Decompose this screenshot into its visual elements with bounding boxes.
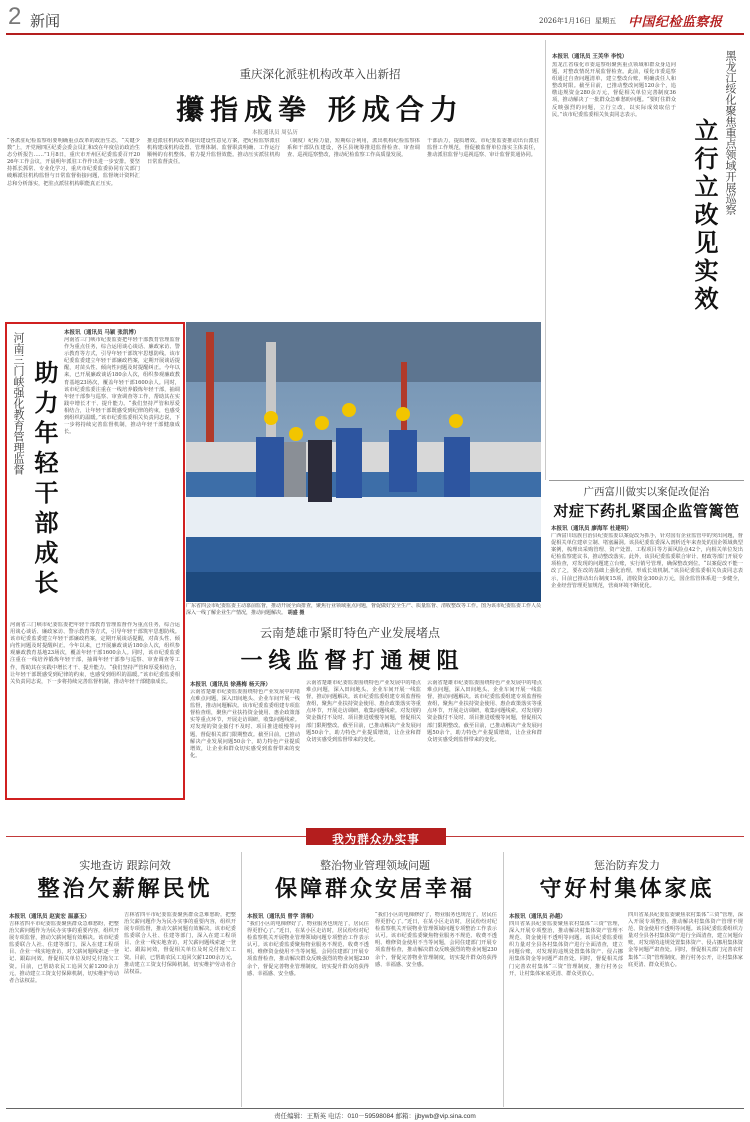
bottom-story-1-byline: 本报讯（通讯员 赵寅宏 温嘉玉） [9,914,90,920]
bottom-story-1-col-1: 吉林省四平市纪委监委聚焦群众急难愁盼，把整治欠薪问题作为为民办实事的重要内容，组织开展专项监督，推动欠薪问题有效解决。该市纪委监委联合人社、住建等部门，深入在建工程项目、企业一线实地查访，对欠薪问题线索逐一登记、跟踪问效，督促相关单位及时兑付拖欠工资。目前，已帮助农民工追回欠薪1200余万元，推动建立工资支付保障机制，切实维护劳动者合法权益。 [9,921,119,984]
bottom-story-1-col-2: 吉林省四平市纪委监委聚焦群众急难愁盼，把整治欠薪问题作为为民办实事的重要内容，组织开展专项监督，推动欠薪问题有效解决。该市纪委监委联合人社、住建等部门，深入在建工程项目、企业一线实地查访，对欠薪问题线索逐一登记、跟踪问效，督促相关单位及时兑付拖欠工资。目前，已帮助农民工追回欠薪1200余万元，推动建立工资支付保障机制，切实维护劳动者合法权益。 [124,912,236,975]
bottom-story-3-col-2: 四川省某县纪委监委聚焦农村集体“三资”管理，深入开展专项整治，推动解决村集体资产管理不规范、资金使用不透明等问题。该县纪委监委组织力量对全县各村集体资产进行全面清查，建立问题台账，对发现的违规处置集体资产、侵占挪用集体资金等问题严肃查处。同时，督促相关部门完善农村集体“三资”管理制度，推行村务公开，让村集体家底更清、群众更放心。 [628,912,743,968]
mid-story-col-3: 云南省楚雄市纪委监委围绕特色产业发展中的堵点难点问题，深入田间地头、企业车间开展一线监督，推动问题解决。该市纪委监委组建专项监督检查组，聚焦产业扶持资金使用、惠企政策落实等重点环节，开展走访调研，收集问题线索。对发现的资金拨付不及时、项目推进缓慢等问题，督促相关部门限期整改。截至目前，已推动解决产业发展问题50余个，助力特色产业提质增效，让企业和群众切实感受到监督带来的变化。 [427,680,542,743]
right-top-body: 黑龙江省绥化市委巡察组聚焦重点领域和群众身边问题，对整改情况开展监督检查。此前，绥化市委巡察组通过自查问题清单，建立整改台账，明确责任人和整改时限。截至目前，已推动整改问题120余个，追缴违规资金280余万元，督促相关单位完善制度36项，推动解决了一批群众急难愁盼问题。“要盯住群众反映强烈的问题，立行立改，以实际成效取信于民。”该市纪委监委相关负责同志表示。 [552,62,676,118]
top-story-kicker: 重庆深化派驻机构改革入出新招 [239,67,401,81]
bottom-divider-1 [241,852,242,1107]
section-name: 新闻 [30,13,61,30]
mid-story-headline: 一线监督打通梗阻 [240,648,465,674]
bottom-story-3-headline: 守好村集体家底 [539,876,715,902]
mid-story-byline: 本报讯（通讯员 徐燕梅 杨天泽） [190,682,271,688]
factory-photo [186,322,541,602]
banner-box [306,828,446,845]
bottom-story-1-headline: 整治欠薪解民忧 [37,876,213,902]
mid-story-kicker: 云南楚雄市紧盯特色产业发展堵点 [259,626,440,640]
featured-headline: 助力年轻干部成长 [30,360,59,600]
mid-story-col-1: 云南省楚雄市纪委监委围绕特色产业发展中的堵点难点问题，深入田间地头、企业车间开展一线监督，推动问题解决。该市纪委监委组建专项监督检查组，聚焦产业扶持资金使用、惠企政策落实等重点环节，开展走访调研，收集问题线索。对发现的资金拨付不及时、项目推进缓慢等问题，督促相关部门限期整改。截至目前，已推动解决产业发展问题50余个，助力特色产业提质增效，让企业和群众切实感受到监督带来的变化。 [190,689,300,759]
bottom-story-3-byline: 本报讯（通讯员 孙越） [509,914,566,920]
featured-byline: 本报讯（通讯员 马颖 张凯博） [64,330,140,336]
photo-caption-text: 广东省四会市纪委监委主动靠前监督，推动开展全面排查，聚焦行业领域重点问题，督促做好安全生产、质量监督、清收整改等工作。图为该市纪委监委工作人员深入一线了解企业生产情况，推动问题解决。 [186,603,541,616]
featured-body: 河南省三门峡市纪委监委把年轻干部教育管理监督作为重点任务，综合运用谈心谈话、廉政家访、警示教育等方式，引导年轻干部筑牢思想防线。该市纪委监委建立年轻干部廉政档案，定期开展谈话提醒，对苗头性、倾向性问题及时提醒纠正。今年以来，已开展廉政谈话180余人次，组织参观廉政教育基地23场次，覆盖年轻干部1600余人。同时，该市纪委监委注重在一线培养锻炼年轻干部，抽调年轻干部参与巡察、审查调查等工作，帮助其在实践中增长才干、提升能力。“我们坚持严管和厚爱相结合，让年轻干部既感受到纪律的约束，也感受到组织的温暖。”该市纪委监委相关负责同志说，下一步将持续完善监督机制，推动年轻干部健康成长。 [64,337,180,436]
bottom-story-2-col-2: “我们小区的电梯修好了，物业服务也规范了，居民住得更舒心了。”近日，在某小区走访时，居民纷纷对纪检监察机关开展物业管理领域问题专项整治工作表示认可。该市纪委监委聚焦物业服务不规范、收费不透明、维修资金使用不当等问题，会同住建部门开展专项监督检查，推动解决群众反映强烈的物业问题230余个，督促完善物业管理制度，切实提升群众的获得感、幸福感、安全感。 [375,912,497,968]
bottom-story-2-byline: 本报讯（通讯员 曾学 清桐） [247,914,317,920]
bottom-story-2-col-1: “我们小区的电梯修好了，物业服务也规范了，居民住得更舒心了。”近日，在某小区走访时，居民纷纷对纪检监察机关开展物业管理领域问题专项整治工作表示认可。该市纪委监委聚焦物业服务不规范、收费不透明、维修资金使用不当等问题，会同住建部门开展专项监督检查，推动解决群众反映强烈的物业问题230余个，督促完善物业管理制度，切实提升群众的获得感、幸福感、安全感。 [247,921,369,977]
top-story-col-1: “各派驻纪检监察组要明确重点改革的政治生态，“关键少数”上，开党阐四区纪委会委会员汇和改在年度信访政治生态分析报告……”1月8日，重庆市开州区纪委监委召开2026年工作会议，开晨明年派驻工作作出进一步安排。要坚持抓长抓常、专业化学习，重庆市纪委监委协同有关部门破解派驻机构监督与日常监督衔接问题，监督统计资料汇总和分析落实，把驻点派驻机构职能真正压实。 [7,138,140,187]
footer-editor-info: 责任编辑：王斯英 电话：010－59598084 邮箱：jjbywb@vip.sina.com [274,1113,476,1120]
footer-rule [6,1108,744,1109]
masthead [0,0,750,34]
issue-date: 2026年1月16日 [539,17,592,25]
right-top-kicker: 黑龙江绥化聚焦重点领域开展巡察 [724,50,737,215]
top-story-byline: 本报通讯员 周弘历 [252,130,298,136]
photo-caption [186,603,541,621]
top-story-col-3: （制度）纪检力量，短期综合利用，派出机构纪检监察体系和干部队伍建设，各区县统筹推进监督检查、审查调查、巡视巡察整改，推动纪检监察工作高质量发展。 [287,138,420,159]
mid-story-col-2: 云南省楚雄市纪委监委围绕特色产业发展中的堵点难点问题，深入田间地头、企业车间开展一线监督，推动问题解决。该市纪委监委组建专项监督检查组，聚焦产业扶持资金使用、惠企政策落实等重点环节，开展走访调研，收集问题线索。对发现的资金拨付不及时、项目推进缓慢等问题，督促相关部门限期整改。截至目前，已推动解决产业发展问题50余个，助力特色产业提质增效，让企业和群众切实感受到监督带来的变化。 [306,680,421,743]
bottom-story-3-col-1: 四川省某县纪委监委聚焦农村集体“三资”管理，深入开展专项整治，推动解决村集体资产管理不规范、资金使用不透明等问题。该县纪委监委组织力量对全县各村集体资产进行全面清查，建立问题台账，对发现的违规处置集体资产、侵占挪用集体资金等问题严肃查处。同时，督促相关部门完善农村集体“三资”管理制度，推行村务公开，让村集体家底更清、群众更放心。 [509,921,623,977]
right-mid-body: 广西富川瑶族自治县纪委监委以案促改为抓手，针对国有企业监管中的突出问题，督促相关单位建章立制、堵塞漏洞。该县纪委监委深入剖析近年来查处的国企领域典型案例，梳理出采购管理、资产处置、工程项目等方面风险点42个，向相关单位发出纪检监察建议书，推动整改落实。此外，该县纪委监委联合审计、财政等部门开展专项检查，对发现的问题建立台账，实行销号管理，确保整改到位。“以案促改不能一改了之，要在改的基础上强化治理，形成长效机制。”该县纪委监委相关负责同志表示，目前已推动出台制度15项，清收资金300余万元，国企监管体系进一步健全，企业经营管理更加规范，营商环境不断优化。 [551,533,743,589]
top-story-col-2: 推进派驻机构改革提出建设性意见方案，把纪检监察派驻机构建成机构设置、管理体制、监督职责明确、工作运行顺畅的有机整体，着力提升监督效能。推动压实派驻机构日常监督责任。 [147,138,280,166]
right-mid-kicker: 广西富川做实以案促改促治 [583,486,710,498]
bottom-story-2-kicker: 整治物业管理领域问题 [320,859,430,872]
photo-credit: 胡盛 摄 [287,609,305,616]
masthead-rule [6,33,744,35]
bottom-divider-2 [503,852,504,1107]
column-divider [545,40,546,480]
bottom-story-2-headline: 保障群众安居幸福 [274,876,475,902]
issue-weekday: 星期五 [595,17,616,25]
right-top-headline: 立行立改见实效 [690,118,719,314]
featured-body-continued: 河南省三门峡市纪委监委把年轻干部教育管理监督作为重点任务，综合运用谈心谈话、廉政家访、警示教育等方式，引导年轻干部筑牢思想防线。该市纪委监委建立年轻干部廉政档案，定期开展谈话提醒，对苗头性、倾向性问题及时提醒纠正。今年以来，已开展廉政谈话180余人次，组织参观廉政教育基地23场次，覆盖年轻干部1600余人。同时，该市纪委监委注重在一线培养锻炼年轻干部，抽调年轻干部参与巡察、审查调查等工作，帮助其在实践中增长才干、提升能力。“我们坚持严管和厚爱相结合，让年轻干部既感受到纪律的约束，也感受到组织的温暖。”该市纪委监委相关负责同志说，下一步将持续完善监督机制，推动年轻干部健康成长。 [10,622,180,685]
banner-title: 我为群众办实事 [332,832,420,846]
paper-name-logo: 中国纪检监察报 [628,15,723,30]
bottom-story-3-kicker: 惩治防弃发力 [594,859,660,872]
page-number: 2 [8,3,22,30]
bottom-story-1-kicker: 实地查访 跟踪问效 [79,859,171,872]
factory-photo-image [186,322,541,602]
top-story-col-4: 干部活力，提质增效。市纪委监委推动出台派驻监督工作规范，督促被监督单位落实主体责任，推动派驻监督与巡视巡察、审计监督贯通协同。 [427,138,539,159]
right-top-byline: 本报讯（通讯员 王芙华 李悦） [552,54,628,60]
right-mid-byline: 本报讯（通讯员 廖海军 杜建明） [551,526,632,532]
top-story-headline: 攥指成拳 形成合力 [176,93,464,126]
right-section-rule [549,480,744,481]
right-mid-headline: 对症下药扎紧国企监管篱笆 [553,502,740,520]
featured-kicker: 河南三门峡强化教育管理监督 [12,332,25,475]
